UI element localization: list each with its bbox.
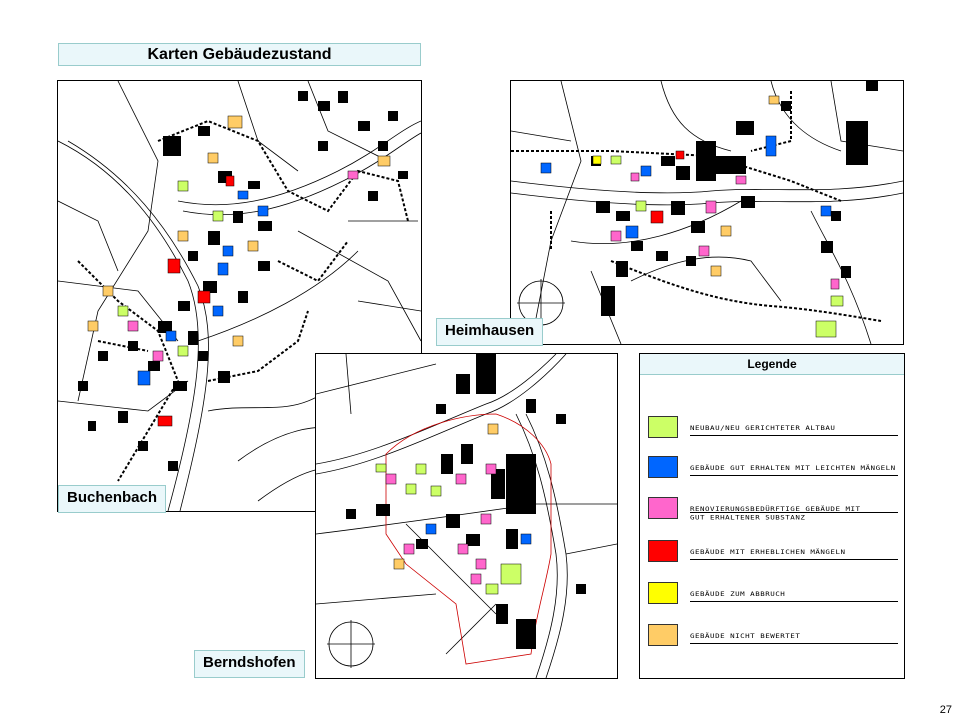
legend-label: GEBÄUDE MIT ERHEBLICHEN MÄNGELN	[690, 548, 846, 556]
page-number: 27	[939, 704, 952, 716]
legend-label: GEBÄUDE GUT ERHALTEN MIT LEICHTEN MÄNGELN	[690, 464, 896, 472]
legend-swatch	[648, 582, 678, 604]
page-title: Karten Gebäudezustand	[58, 43, 421, 66]
label-heimhausen: Heimhausen	[436, 318, 543, 346]
map-heimhausen-drawing	[511, 81, 903, 344]
map-berndshofen-drawing	[316, 354, 617, 678]
legend-label: RENOVIERUNGSBEDÜRFTIGE GEBÄUDE MIT GUT ERHALTENER SUBSTANZ	[690, 505, 861, 522]
legend-swatch	[648, 416, 678, 438]
map-heimhausen	[510, 80, 904, 345]
label-berndshofen: Berndshofen	[194, 650, 305, 678]
legend-panel	[639, 353, 905, 679]
legend-title: Legende	[640, 354, 904, 375]
map-berndshofen	[315, 353, 618, 679]
label-buchenbach: Buchenbach	[58, 485, 166, 513]
legend-swatch	[648, 624, 678, 646]
legend-swatch	[648, 540, 678, 562]
legend-label: GEBÄUDE ZUM ABBRUCH	[690, 590, 786, 598]
legend-swatch	[648, 497, 678, 519]
legend-label: NEUBAU/NEU GERICHTETER ALTBAU	[690, 424, 836, 432]
legend-swatch	[648, 456, 678, 478]
legend-label: GEBÄUDE NICHT BEWERTET	[690, 632, 801, 640]
